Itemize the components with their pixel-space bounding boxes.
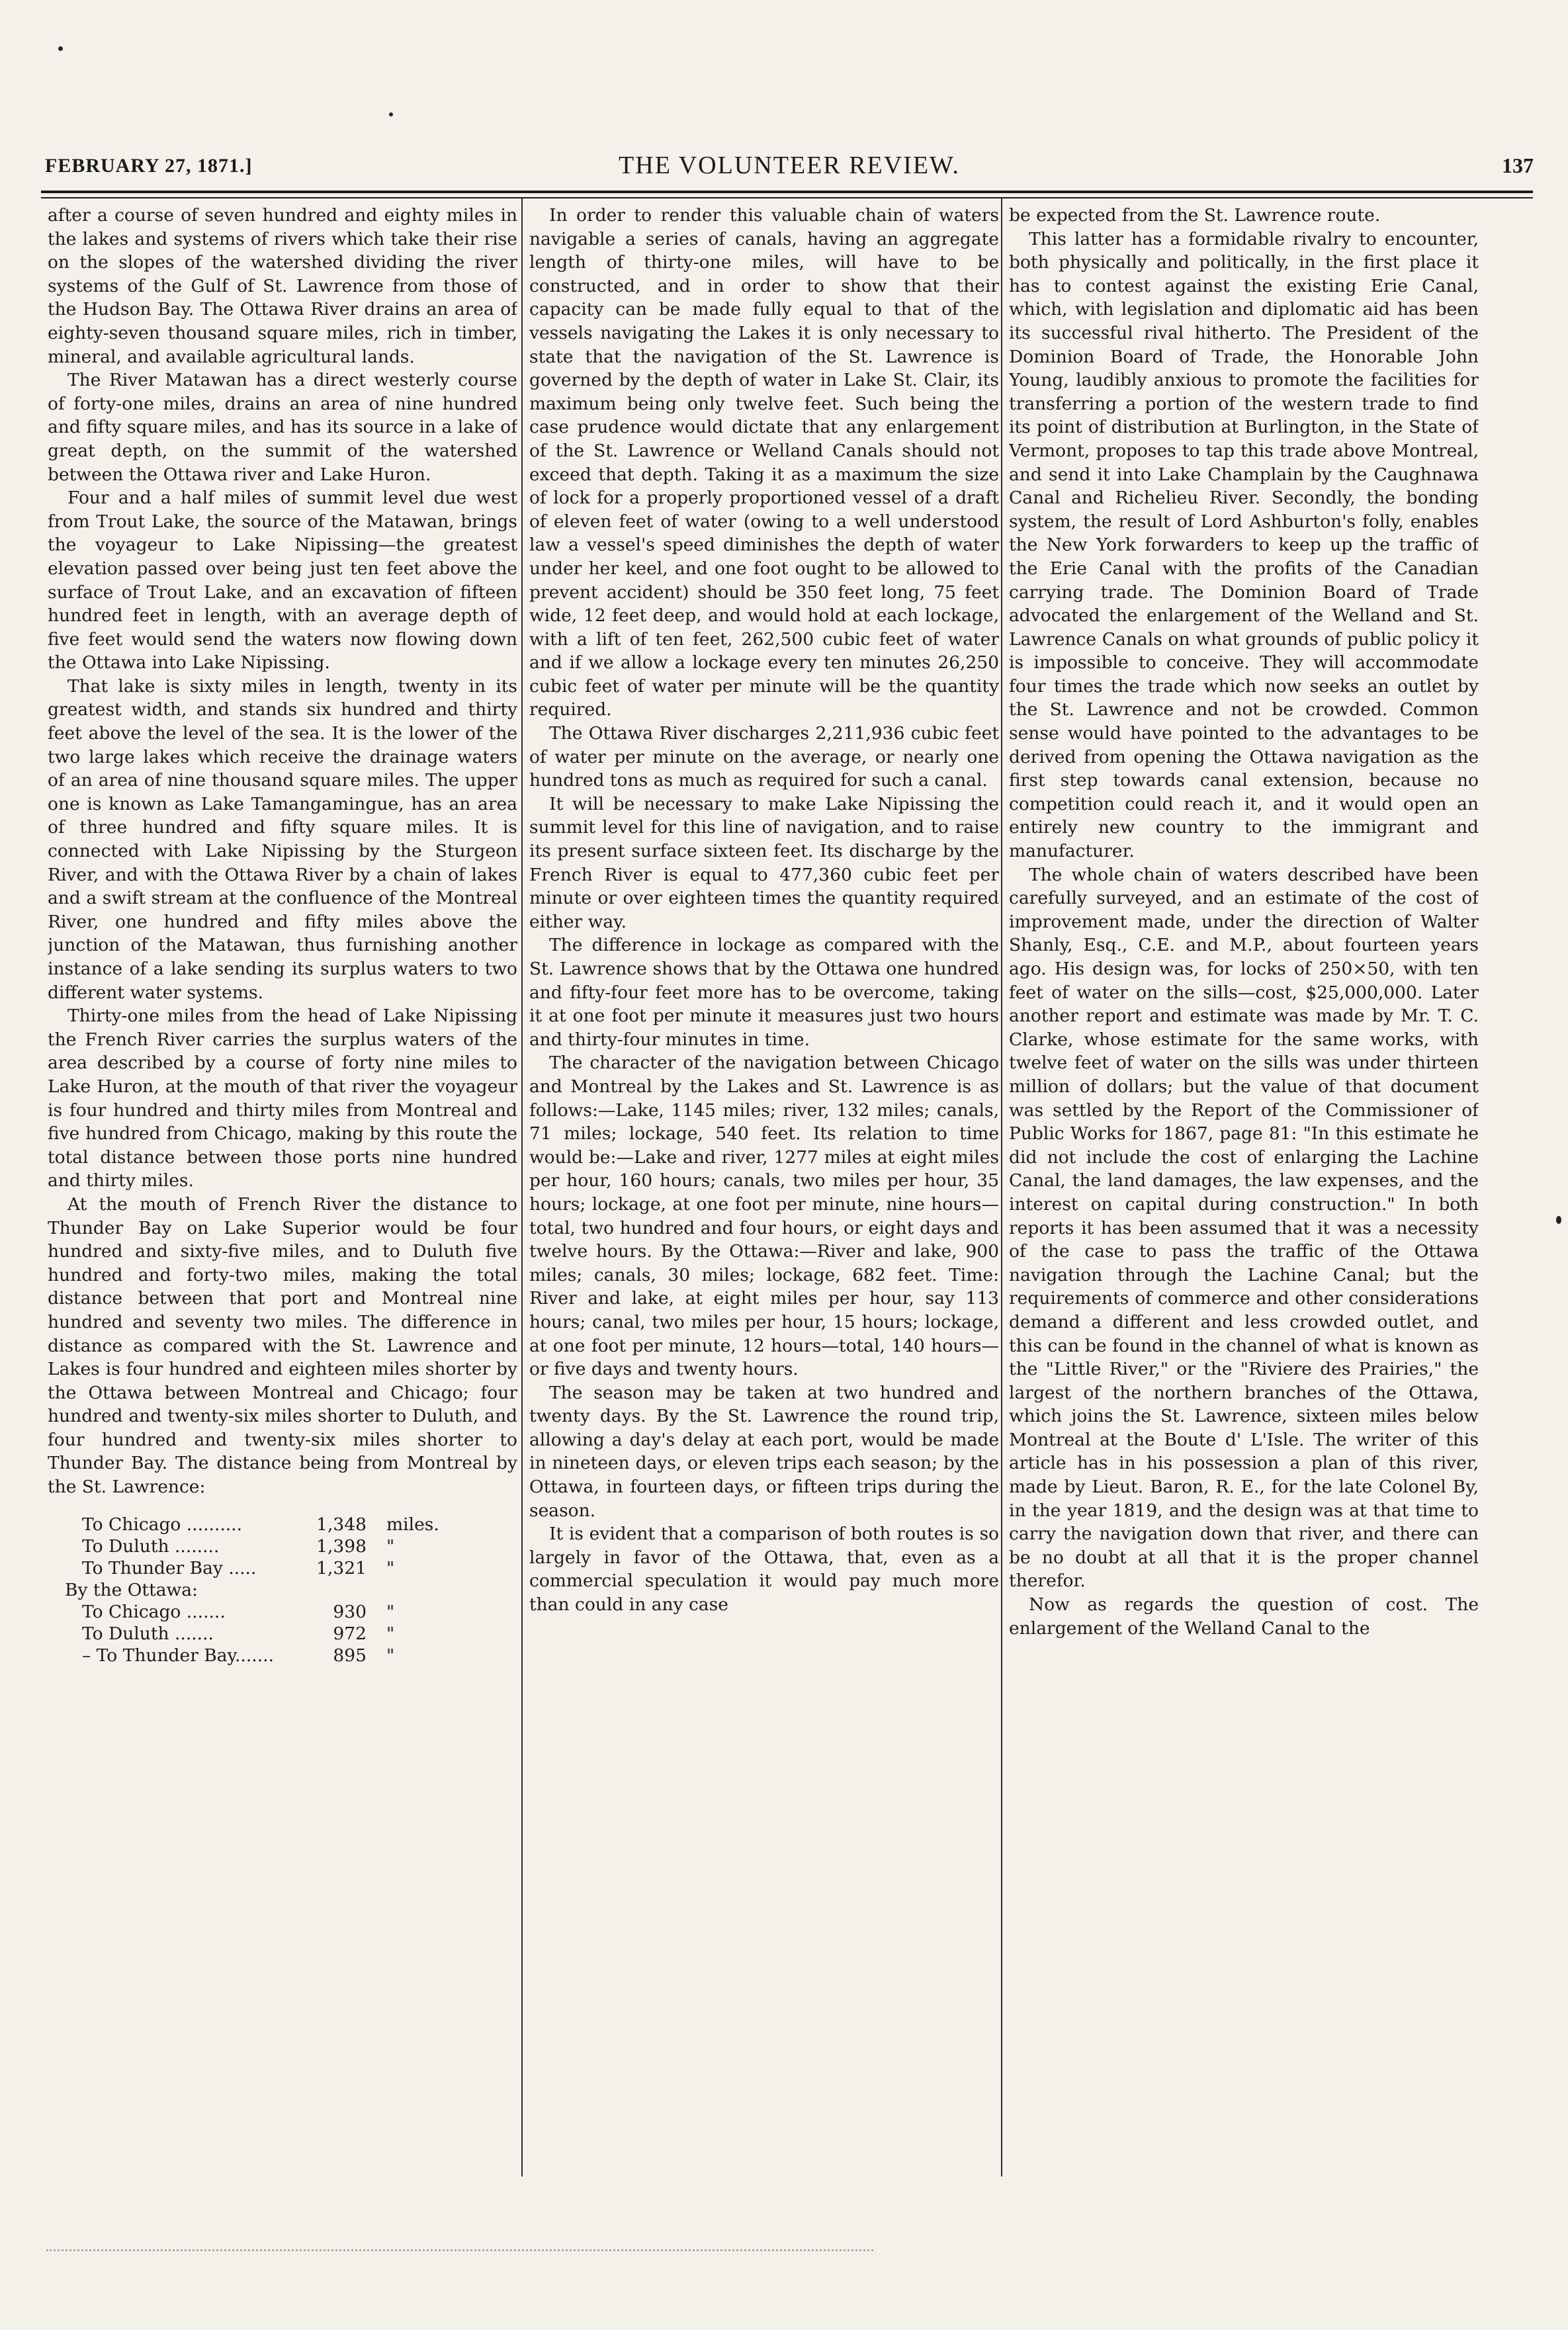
distance-table [48,1514,517,1666]
paragraph: The season may be taken at two hundred and twenty days. By the St. Lawrence the round trip, allowing a day's delay at each port, would be made in nineteen days, or eleven trips each season; by the Ottawa, in fourteen days, or fifteen trips during the season. [529,1382,999,1521]
column-divider [1001,198,1002,2177]
paragraph: be expected from the St. Lawrence route. [1009,205,1381,226]
distance-row [48,1557,517,1579]
distance-row [48,1601,517,1623]
paragraph: It will be necessary to make Lake Nipissing the summit level for this line of navigation, and to raise its present surface sixteen feet. Its discharge by the French River is equal to 477,360 cubic feet per minute or over eighteen times the quantity required either way. [529,793,999,932]
scan-speck [389,112,393,116]
destination: To Chicago .......... [82,1514,243,1535]
publication-title: THE VOLUNTEER REVIEW. [619,151,960,179]
header-rule-thick [41,191,1533,193]
article-column-2 [529,204,999,2175]
paragraph: This latter has a formidable rivalry to encounter, both physically and politically, in the first place it has to contest against the existing Erie Canal, which, with legislation and diplomatic aid has been its successful rival hitherto. The President of the Dominion Board of Trade, the Honorable John Young, laudibly anxious to promote the facilities for transferring a portion of the western trade to find its point of distribution at Burlington, in the State of Vermont, proposes to tap this trade above Montreal, and send it into Lake Champlain by the Caughnawa Canal and Richelieu River. Secondly, the bonding system, the result of Lord Ashburton's folly, enables the New York forwarders to keep up the traffic of the Erie Canal with the profits of the Canadian carrying trade. The Dominion Board of Trade advocated the enlargement of the Welland and St. Lawrence Canals on what grounds of public policy it is impossible to conceive. They will accommodate four times the trade which now seeks an outlet by the St. Lawrence and not be crowded. Common sense would have pointed to the advantages to be derived from opening the Ottawa navigation as the first step towards canal extension, because no competition could reach it, and it would open an entirely new country to the immigrant and manufacturer. [1009,228,1479,862]
scan-noise [46,2249,873,2271]
miles-unit: miles. [386,1514,439,1535]
paragraph: That lake is sixty miles in length, twenty in its greatest width, and stands six hundred and thirty feet above the level of the sea. It is the lower of the two large lakes which receive the drainage waters of an area of nine thousand square miles. The upper one is known as Lake Tamangamingue, has an area of three hundred and fifty square miles. It is connected with Lake Nipissing by the Sturgeon River, and with the Ottawa River by a chain of lakes and a swift stream at the confluence of the Montreal River, one hundred and fifty miles above the junction of the Matawan, thus furnishing another instance of a lake sending its surplus waters to two different water systems. [48,675,517,1003]
ottawa-route-label: By the Ottawa: [65,1579,198,1600]
page-header [45,151,1534,191]
miles-value: 972 [333,1623,367,1644]
destination: To Duluth ........ [82,1535,220,1557]
paragraph: It is evident that a comparison of both routes is so largely in favor of the Ottawa, that, even as a commercial speculation it would pay much more than could in any case [529,1524,999,1616]
miles-value: 1,398 [316,1535,367,1557]
miles-unit: " [386,1535,395,1557]
paragraph: Four and a half miles of summit level due west from Trout Lake, the source of the Matawan, brings the voyageur to Lake Nipissing—the greatest elevation passed over being just ten feet above the surface of Trout Lake, and an excavation of fifteen hundred feet in length, with an average depth of five feet would send the waters now flowing down the Ottawa into Lake Nipissing. [48,488,517,673]
distance-row [48,1645,517,1666]
paragraph: In order to render this valuable chain of waters navigable a series of canals, having an aggregate length of thirty-one miles, will have to be constructed, and in order to show that their capacity can be made fully equal to that of the vessels navigating the Lakes it is only necessary to state that the navigation of the St. Lawrence is governed by the depth of water in Lake St. Clair, its maximum being only twelve feet. Such being the case prudence would dictate that any enlargement of the St. Lawrence or Welland Canals should not exceed that depth. Taking it as a maximum the size of lock for a properly proportioned vessel of a draft of eleven feet of water (owing to a well understood law a vessel's speed diminishes the depth of water under her keel, and one foot ought to be allowed to prevent accident) should be 350 feet long, 75 feet wide, 12 feet deep, and would hold at each lockage, with a lift of ten feet, 262,500 cubic feet of water and if we allow a lockage every ten minutes 26,250 cubic feet of water per minute will be the quantity required. [529,205,999,720]
destination: To Thunder Bay ..... [82,1557,257,1578]
distance-row [48,1623,517,1645]
article-column-3 [1009,204,1479,2175]
header-rule-thin [41,197,1533,198]
column-divider [521,198,523,2177]
destination: – To Thunder Bay....... [82,1645,274,1666]
miles-value: 1,348 [316,1514,367,1535]
miles-unit: " [386,1645,395,1666]
issue-date: FEBRUARY 27, 1871.] [45,155,253,177]
miles-value: 1,321 [316,1557,367,1578]
paragraph: The whole chain of waters described have been carefully surveyed, and an estimate of the cost of improvement made, under the direction of Walter Shanly, Esq., C.E. and M.P., about fourteen years ago. His design was, for locks of 250×50, with ten feet of water on the sills—cost, $25,000,000. Later another report and estimate was made by Mr. T. C. Clarke, whose estimate for the same works, with twelve feet of water on the sills was under thirteen million of dollars; but the value of that document was settled by the Report of the Commissioner of Public Works for 1867, page 81: "In this estimate he did not include the cost of enlarging the Lachine Canal, the land damages, the law expenses, and the interest on capital during construction." In both reports it has been assumed that it was a necessity of the case to pass the traffic of the Ottawa navigation through the Lachine Canal; but the requirements of commerce and other considerations demand a different and less crowded outlet, and this can be found in the channel of what is known as the "Little River," or the "Riviere des Prairies," the largest of the northern branches of the Ottawa, which joins the St. Lawrence, sixteen miles below Montreal at the Boute d' L'Isle. The writer of this article has in his possession a plan of this river, made by Lieut. Baron, R. E., for the late Colonel By, in the year 1819, and the design was at that time to carry the navigation down that river, and there can be no doubt at all that it is the proper channel therefor. [1009,864,1479,1592]
destination: To Duluth ....... [82,1623,214,1644]
paragraph: At the mouth of French River the distance to Thunder Bay on Lake Superior would be four hundred and sixty-five miles, and to Duluth five hundred and forty-two miles, making the total distance between that port and Montreal nine hundred and seventy two miles. The difference in distance as compared with the St. Lawrence and Lakes is four hundred and eighteen miles shorter by the Ottawa between Montreal and Chicago; four hundred and twenty-six miles shorter to Duluth, and four hundred and twenty-six miles shorter to Thunder Bay. The distance being from Montreal by the St. Lawrence: [48,1193,517,1498]
article-column-1 [48,204,517,2175]
page-number: 137 [1502,153,1534,177]
distance-row [48,1514,517,1535]
paragraph: The River Matawan has a direct westerly course of forty-one miles, drains an area of nine hundred and fifty square miles, and has its source in a lake of great depth, on the summit of the watershed between the Ottawa river and Lake Huron. [48,370,517,485]
scan-speck [58,46,63,51]
miles-unit: " [386,1557,395,1578]
distance-row [48,1535,517,1557]
paragraph: Now as regards the question of cost. The enlargement of the Welland Canal to the [1009,1594,1479,1639]
miles-unit: " [386,1623,395,1644]
paragraph: after a course of seven hundred and eighty miles in the lakes and systems of rivers which take their rise on the slopes of the watershed dividing the river systems of the Gulf of St. Lawrence from those of the Hudson Bay. The Ottawa River drains an area of eighty-seven thousand square miles, rich in timber, mineral, and available agricultural lands. [48,205,517,367]
paragraph: The Ottawa River discharges 2,211,936 cubic feet of water per minute on the average, or nearly one hundred tons as much as required for such a canal. [529,723,999,791]
paragraph: The character of the navigation between Chicago and Montreal by the Lakes and St. Lawrence is as follows:—Lake, 1145 miles; river, 132 miles; canals, 71 miles; lockage, 540 feet. Its relation to time would be:—Lake and river, 1277 miles at eight miles per hour, 160 hours; canals, two miles per hour, 35 hours; lockage, at one foot per minute, nine hours—total, two hundred and four hours, or eight days and twelve hours. By the Ottawa:—River and lake, 900 miles; canals, 30 miles; lockage, 682 feet. Time: River and lake, at eight miles per hour, say 113 hours; canal, two miles per hour, 15 hours; lockage, at one foot per minute, 12 hours—total, 140 hours—or five days and twenty hours. [529,1053,999,1380]
destination: To Chicago ....... [82,1601,226,1622]
scan-speck [1556,1216,1561,1224]
miles-value: 895 [333,1645,367,1666]
paragraph: Thirty-one miles from the head of Lake Nipissing the French River carries the surplus waters of the area described by a course of forty nine miles to Lake Huron, at the mouth of that river the voyageur is four hundred and thirty miles from Montreal and five hundred from Chicago, making by this route the total distance between those ports nine hundred and thirty miles. [48,1006,517,1191]
miles-value: 930 [333,1601,367,1622]
miles-unit: " [386,1601,395,1622]
paragraph: The difference in lockage as compared with the St. Lawrence shows that by the Ottawa one hundred and fifty-four feet more has to be overcome, taking it at one foot per minute it measures just two hours and thirty-four minutes in time. [529,935,999,1050]
